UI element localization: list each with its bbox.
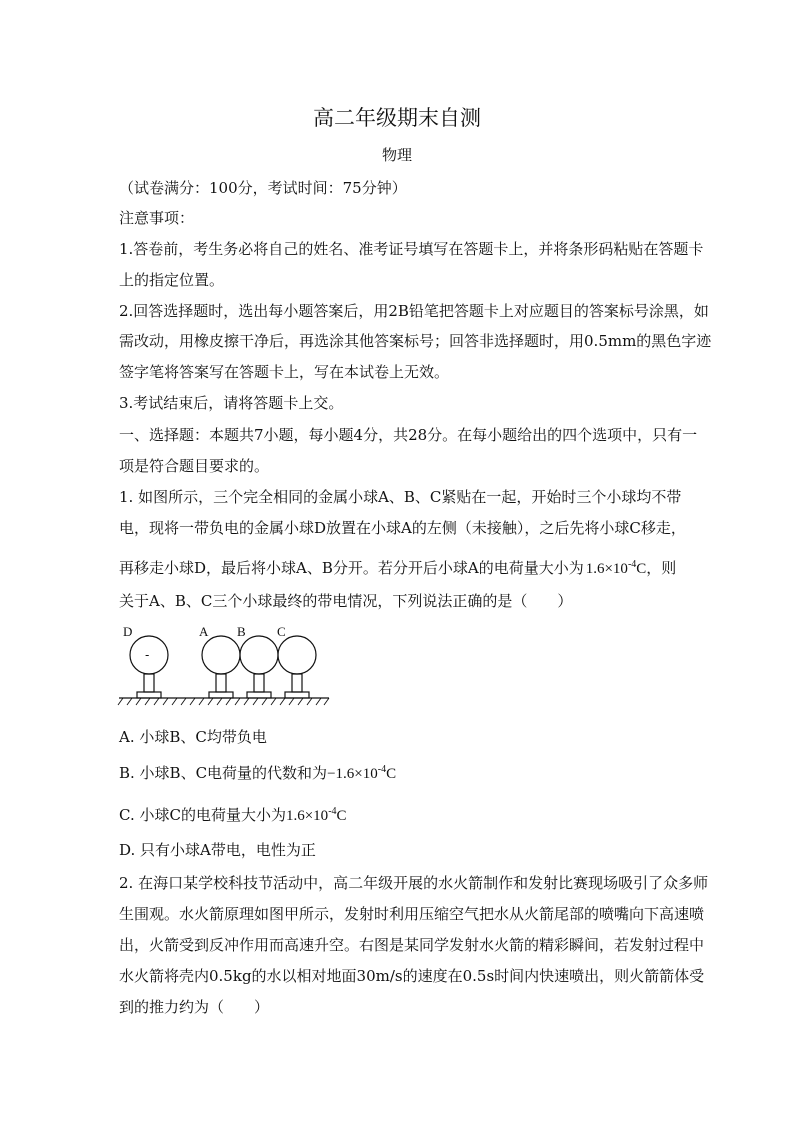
q1-stem-line-3 — [119, 558, 676, 579]
q2-stem-line-4: 水火箭将壳内0.5kg的水以相对地面30m/s的速度在0.5s时间内快速喷出，则火箭箭体受 — [119, 967, 705, 985]
q1-option-c — [119, 805, 347, 826]
q1-charged-spheres-figure — [115, 622, 335, 708]
base-d — [137, 692, 161, 698]
q1-stem-line-2: 电，现将一带负电的金属小球D放置在小球A的左侧（未接触），之后先将小球C移走， — [119, 519, 686, 537]
q1-option-b-unit: C — [386, 766, 397, 782]
ground-hatching — [118, 698, 329, 705]
page-title: 高二年级期末自测 — [313, 106, 481, 130]
q1-option-c-text: C. 小球C的电荷量大小为 — [119, 806, 286, 824]
base-a — [209, 692, 233, 698]
q1-stem-line-3-text: 再移走小球D，最后将小球A、B分开。若分开后小球A的电荷量大小为 — [119, 559, 584, 577]
q1-option-c-exponent: -4 — [328, 806, 337, 817]
stand-b — [254, 674, 264, 692]
sphere-b — [240, 636, 278, 674]
notice-item-2-line-1: 2.回答选择题时，选出每小题答案后，用2B铅笔把答题卡上对应题目的答案标号涂黑，如 — [119, 302, 709, 320]
notice-item-1-line-2: 上的指定位置。 — [119, 271, 225, 289]
q2-stem-line-1: 2. 在海口某学校科技节活动中，高二年级开展的水火箭制作和发射比赛现场吸引了众多师 — [119, 874, 709, 892]
q1-option-c-base: 1.6×10 — [285, 808, 329, 824]
q1-stem-line-1: 1. 如图所示，三个完全相同的金属小球A、B、C紧贴在一起，开始时三个小球均不带 — [119, 488, 682, 506]
base-c — [285, 692, 309, 698]
q1-charge-base: 1.6×10 — [585, 561, 628, 577]
q1-charge-value — [586, 561, 647, 577]
q1-option-c-unit: C — [336, 808, 347, 824]
q2-stem-line-2: 生围观。水火箭原理如图甲所示，发射时利用压缩空气把水从火箭尾部的喷嘴向下高速喷 — [119, 905, 705, 923]
figure-label-a: A — [199, 624, 209, 639]
sphere-d-charge-sign: - — [145, 648, 150, 662]
q1-option-c-value — [286, 808, 347, 824]
figure-label-d: D — [123, 624, 133, 639]
sphere-c — [278, 636, 316, 674]
q1-option-b-base: −1.6×10 — [327, 766, 378, 782]
notice-item-3: 3.考试结束后，请将答题卡上交。 — [119, 394, 344, 412]
notice-heading: 注意事项： — [119, 209, 195, 227]
q1-option-b — [119, 763, 396, 784]
section-1-heading-line-1: 一、选择题：本题共7小题，每小题4分，共28分。在每小题给出的四个选项中，只有一 — [119, 426, 698, 444]
q1-stem-line-3-tail: ，则 — [646, 559, 677, 577]
q1-option-b-text: B. 小球B、C电荷量的代数和为 — [119, 764, 328, 782]
sphere-a — [202, 636, 240, 674]
q1-charge-exponent: -4 — [627, 559, 637, 570]
figure-label-b: B — [237, 624, 246, 639]
subject-label: 物理 — [381, 146, 412, 164]
notice-item-2-line-3: 签字笔将答案写在答题卡上，写在本试卷上无效。 — [119, 363, 450, 381]
q1-charge-unit: C — [636, 561, 647, 577]
q2-stem-line-5: 到的推力约为（ ） — [119, 998, 270, 1016]
exam-info: （试卷满分：100分，考试时间：75分钟） — [119, 179, 407, 197]
stand-d — [144, 674, 154, 692]
base-b — [247, 692, 271, 698]
stand-a — [216, 674, 226, 692]
q1-option-b-exponent: -4 — [377, 764, 387, 775]
notice-item-2-line-2: 需改动，用橡皮擦干净后，再选涂其他答案标号；回答非选择题时，用0.5mm的黑色字迹 — [119, 332, 712, 350]
q1-option-b-value — [327, 766, 396, 782]
q2-stem-line-3: 出，火箭受到反冲作用而高速升空。右图是某同学发射水火箭的精彩瞬间，若发射过程中 — [119, 936, 705, 954]
stand-c — [292, 674, 302, 692]
q1-option-d: D. 只有小球A带电，电性为正 — [119, 841, 316, 859]
notice-item-1-line-1: 1.答卷前，考生务必将自己的姓名、准考证号填写在答题卡上，并将条形码粘贴在答题卡 — [119, 240, 704, 258]
figure-label-c: C — [277, 624, 286, 639]
q1-stem-line-4: 关于A、B、C三个小球最终的带电情况，下列说法正确的是（ ） — [119, 592, 573, 610]
section-1-heading-line-2: 项是符合题目要求的。 — [119, 457, 270, 475]
q1-option-a: A. 小球B、C均带负电 — [119, 728, 267, 746]
